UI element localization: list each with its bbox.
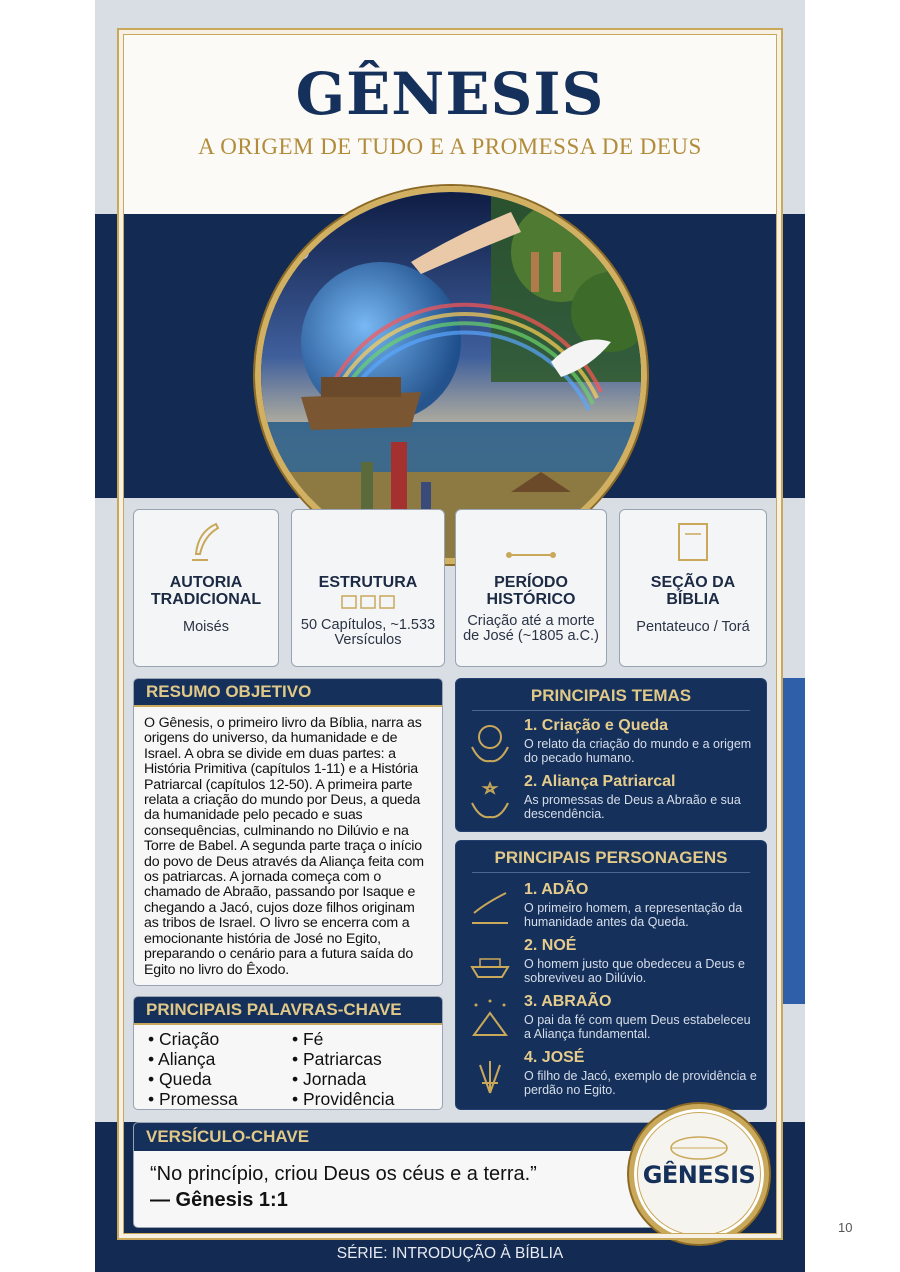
- character-title: 2. NOÉ: [524, 937, 577, 954]
- characters-heading: PRINCIPAIS PERSONAGENS: [494, 848, 728, 867]
- stat-value: Moisés: [183, 619, 229, 635]
- theme-desc: O relato da criação do mundo e a origem do pecado humano.: [524, 737, 752, 765]
- character-title: 4. JOSÉ: [524, 1049, 585, 1066]
- character-desc: O pai da fé com quem Deus estabeleceu a Aliança fundamental.: [524, 1013, 751, 1041]
- keyword: • Promessa: [148, 1089, 238, 1109]
- keyword: • Fé: [292, 1029, 324, 1049]
- seal-title: GÊNESIS: [642, 1161, 756, 1189]
- key-verse-text: “No princípio, criou Deus os céus e a terra.”: [150, 1163, 537, 1185]
- page-title: GÊNESIS: [295, 60, 605, 128]
- keyword: • Jornada: [292, 1069, 367, 1089]
- key-verse-heading: VERSÍCULO-CHAVE: [134, 1123, 730, 1151]
- page-card: [95, 0, 805, 1272]
- key-verse-reference: — Gênesis 1:1: [150, 1189, 288, 1211]
- keyword: • Patriarcas: [292, 1049, 382, 1069]
- stat-value: 50 Capítulos, ~1.533 Versículos: [300, 617, 436, 648]
- series-footer: SÉRIE: INTRODUÇÃO À BÍBLIA: [336, 1245, 564, 1262]
- keyword: • Providência: [292, 1089, 395, 1109]
- summary-heading: RESUMO OBJETIVO: [134, 679, 442, 707]
- character-desc: O homem justo que obedeceu a Deus e sobreviveu ao Dilúvio.: [524, 957, 745, 985]
- page-subtitle: A ORIGEM DE TUDO E A PROMESSA DE DEUS: [198, 134, 702, 159]
- theme-desc: As promessas de Deus a Abraão e sua descendência.: [524, 793, 741, 821]
- theme-title: 2. Aliança Patriarcal: [524, 773, 676, 790]
- keyword: • Aliança: [148, 1049, 216, 1069]
- gold-frame: [117, 28, 783, 1240]
- keyword: • Queda: [148, 1069, 212, 1089]
- character-desc: O primeiro homem, a representação da humanidade antes da Queda.: [524, 901, 743, 929]
- page-number: 10: [838, 1220, 853, 1235]
- stat-label: PERÍODO HISTÓRICO: [486, 574, 576, 608]
- character-desc: O filho de Jacó, exemplo de providência e perdão no Egito.: [524, 1069, 757, 1097]
- stat-label: ESTRUTURA: [318, 574, 418, 591]
- theme-title: 1. Criação e Queda: [524, 717, 669, 734]
- stat-value: Pentateuco / Torá: [636, 619, 750, 635]
- stat-label: AUTORIA TRADICIONAL: [150, 574, 262, 608]
- themes-heading: PRINCIPAIS TEMAS: [530, 686, 692, 705]
- character-title: 3. ABRAÃO: [524, 993, 612, 1010]
- summary-text: O Gênesis, o primeiro livro da Bíblia, narra as origens do universo, da humanidade e de Israel. A obra se divide em duas partes: a História Primitiva (capítulos 1-11) e a História Patriarcal (capítulos 12-50). A primeira parte relata a criação do mundo por Deus, a queda da humanidade pelo pecado e suas consequências, culminando no Dilúvio e na Torre de Babel. A segunda parte traça o início do povo de Deus através da Aliança feita com os patriarcas. A jornada começa com o chamado de Abraão, passando por Isaque e chegando a Jacó, cujos doze filhos originam as tribos de Israel. O livro se encerra com a emocionante história de José no Egito, preparando o cenário para a futura saída do Egito no livro do Êxodo.: [144, 715, 424, 978]
- side-tab: [783, 678, 805, 1004]
- stat-label: SEÇÃO DA BÍBLIA: [650, 574, 736, 608]
- keywords-heading: PRINCIPAIS PALAVRAS-CHAVE: [134, 997, 442, 1025]
- stat-value: Criação até a morte de José (~1805 a.C.): [463, 613, 599, 644]
- character-title: 1. ADÃO: [524, 881, 589, 898]
- keyword: • Criação: [148, 1029, 220, 1049]
